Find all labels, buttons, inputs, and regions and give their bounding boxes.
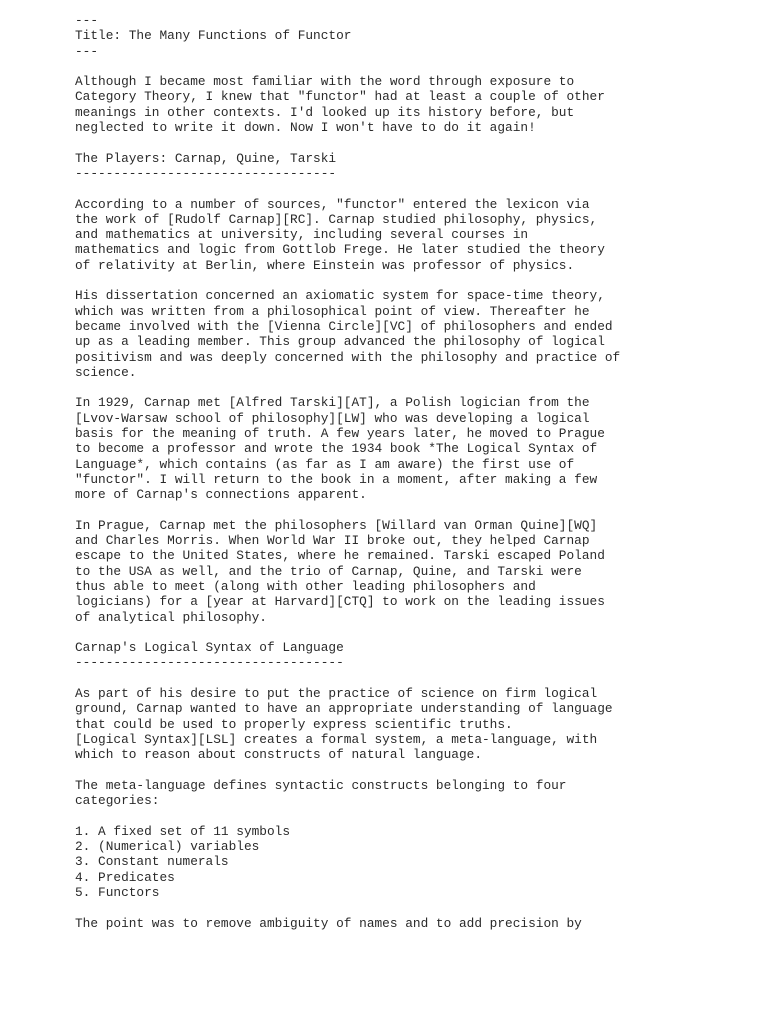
text-line: which to reason about constructs of natural language. (75, 747, 483, 763)
text-line: neglected to write it down. Now I won't have to do it again! (75, 120, 536, 136)
text-line: mathematics and logic from Gottlob Frege. He later studied the theory (75, 242, 605, 258)
section-heading: Carnap's Logical Syntax of Language (75, 640, 344, 656)
text-line: "functor". I will return to the book in a moment, after making a few (75, 471, 598, 487)
blank-line (75, 671, 755, 686)
section-heading-underline: ---------------------------------- (75, 165, 337, 181)
text-line: to become a professor and wrote the 1934 book *The Logical Syntax of (75, 441, 598, 457)
paragraph (75, 518, 755, 625)
text-line: which was written from a philosophical point of view. Thereafter he (75, 303, 590, 319)
front-matter-rule-top: --- (75, 13, 99, 28)
document-page (75, 13, 755, 931)
text-line: categories: (75, 793, 160, 809)
text-line: Category Theory, I knew that "functor" had at least a couple of other (75, 89, 605, 105)
text-line: thus able to meet (along with other leading philosophers and (75, 578, 536, 594)
text-line: Although I became most familiar with the word through exposure to (75, 74, 575, 90)
text-line: According to a number of sources, "functor" entered the lexicon via (75, 196, 590, 212)
text-line: became involved with the [Vienna Circle][VC] of philosophers and ended (75, 318, 613, 334)
text-line: to the USA as well, and the trio of Carnap, Quine, and Tarski were (75, 563, 582, 579)
text-line: logicians) for a [year at Harvard][CTQ] to work on the leading issues (75, 594, 605, 610)
text-line: The point was to remove ambiguity of names and to add precision by (75, 915, 582, 931)
text-line: positivism and was deeply concerned with the philosophy and practice of (75, 349, 621, 365)
text-line: and mathematics at university, including several courses in (75, 227, 529, 243)
text-line: As part of his desire to put the practice of science on firm logical (75, 686, 598, 702)
text-line: science. (75, 364, 137, 380)
text-line: and Charles Morris. When World War II broke out, they helped Carnap (75, 533, 590, 549)
paragraph (75, 778, 755, 809)
text-line: the work of [Rudolf Carnap][RC]. Carnap studied philosophy, physics, (75, 211, 598, 227)
blank-line (75, 181, 755, 196)
document-title: Title: The Many Functions of Functor (75, 28, 352, 44)
front-matter-rule-bottom: --- (75, 43, 99, 59)
blank-line (75, 273, 755, 288)
section-heading: The Players: Carnap, Quine, Tarski (75, 150, 337, 166)
intro-paragraph (75, 74, 755, 135)
text-line: up as a leading member. This group advanced the philosophy of logical (75, 334, 605, 350)
paragraph (75, 395, 755, 502)
section-heading-underline: ----------------------------------- (75, 655, 344, 671)
text-line: ground, Carnap wanted to have an appropriate understanding of language (75, 701, 613, 717)
list-item: 5. Functors (75, 884, 160, 900)
text-line: that could be used to properly express scientific truths. (75, 716, 513, 732)
list-item: 4. Predicates (75, 869, 175, 885)
list-item: 2. (Numerical) variables (75, 839, 260, 855)
text-line: The meta-language defines syntactic constructs belonging to four (75, 777, 567, 793)
blank-line (75, 763, 755, 778)
blank-line (75, 625, 755, 640)
blank-line (75, 808, 755, 823)
blank-line (75, 900, 755, 915)
text-line: His dissertation concerned an axiomatic system for space-time theory, (75, 288, 605, 304)
numbered-list (75, 824, 755, 900)
blank-line (75, 503, 755, 518)
text-line: In 1929, Carnap met [Alfred Tarski][AT], a Polish logician from the (75, 395, 590, 411)
text-line: [Lvov-Warsaw school of philosophy][LW] who was developing a logical (75, 410, 590, 426)
text-line: basis for the meaning of truth. A few years later, he moved to Prague (75, 426, 605, 442)
text-line: In Prague, Carnap met the philosophers [Willard van Orman Quine][WQ] (75, 517, 598, 533)
text-line: of analytical philosophy. (75, 609, 267, 625)
paragraph (75, 197, 755, 273)
blank-line (75, 380, 755, 395)
blank-line (75, 135, 755, 150)
text-line: escape to the United States, where he remained. Tarski escaped Poland (75, 548, 605, 564)
text-line: of relativity at Berlin, where Einstein was professor of physics. (75, 257, 575, 273)
blank-line (75, 59, 755, 74)
paragraph (75, 686, 755, 762)
text-line: meanings in other contexts. I'd looked up its history before, but (75, 104, 575, 120)
text-line: Language*, which contains (as far as I am aware) the first use of (75, 456, 575, 472)
list-item: 1. A fixed set of 11 symbols (75, 823, 291, 839)
list-item: 3. Constant numerals (75, 854, 229, 870)
text-line: [Logical Syntax][LSL] creates a formal system, a meta-language, with (75, 731, 598, 747)
paragraph (75, 288, 755, 380)
text-line: more of Carnap's connections apparent. (75, 487, 367, 503)
